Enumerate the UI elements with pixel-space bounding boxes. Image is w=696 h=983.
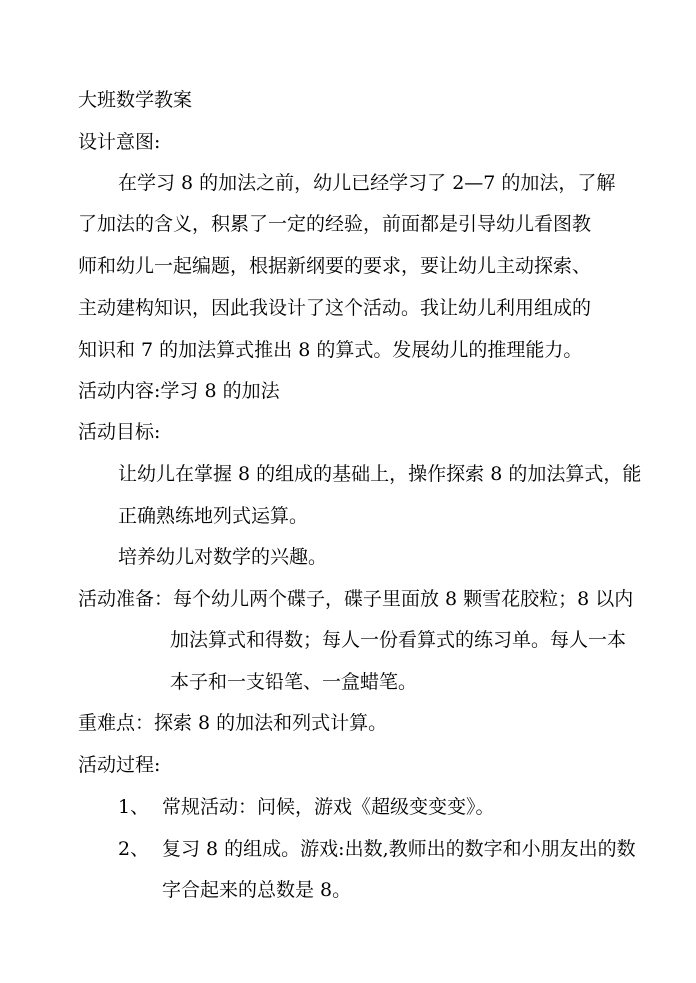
design-line-4: 主动建构知识，因此我设计了这个活动。我让幼儿利用组成的: [78, 297, 592, 319]
prep-line-2: 加法算式和得数；每人一份看算式的练习单。每人一本: [170, 629, 627, 651]
step-1-text: 常规活动：问候，游戏《超级变变变》。: [162, 796, 495, 818]
design-line-3: 师和幼儿一起编题，根据新纲要的要求，要让幼儿主动探索、: [78, 255, 592, 277]
design-heading: 设计意图:: [78, 131, 161, 153]
difficulty-line: 重难点：探索 8 的加法和列式计算。: [78, 712, 388, 734]
step-1-number: 1、: [118, 796, 150, 818]
prep-line-3: 本子和一支铅笔、一盒蜡笔。: [170, 671, 418, 693]
design-line-2: 了加法的含义，积累了一定的经验，前面都是引导幼儿看图教: [78, 213, 592, 235]
prep-line-1: 活动准备：每个幼儿两个碟子，碟子里面放 8 颗雪花胶粒；8 以内: [78, 588, 634, 610]
goal-line-2: 正确熟练地列式运算。: [118, 505, 309, 527]
goal-line-3: 培养幼儿对数学的兴趣。: [118, 546, 328, 568]
design-line-1: [118, 171, 620, 195]
design-line-1-text: 在学习 8 的加法之前，幼儿已经学习了 2—7 的加法，了解: [118, 172, 616, 194]
design-line-5: 知识和 7 的加法算式推出 8 的算式。发展幼儿的推理能力。: [78, 339, 583, 361]
doc-title: 大班数学教案: [78, 89, 193, 111]
goals-heading: 活动目标:: [78, 421, 161, 443]
step-2-text-line-2: 字合起来的总数是 8。: [162, 879, 352, 901]
process-heading: 活动过程:: [78, 754, 161, 776]
content-line: 活动内容:学习 8 的加法: [78, 380, 280, 402]
goal-line-1: 让幼儿在掌握 8 的组成的基础上，操作探索 8 的加法算式，能: [118, 463, 642, 485]
step-2-text-line-1: 复习 8 的组成。游戏:出数,教师出的数字和小朋友出的数: [162, 838, 636, 860]
step-2-number: 2、: [118, 838, 150, 860]
